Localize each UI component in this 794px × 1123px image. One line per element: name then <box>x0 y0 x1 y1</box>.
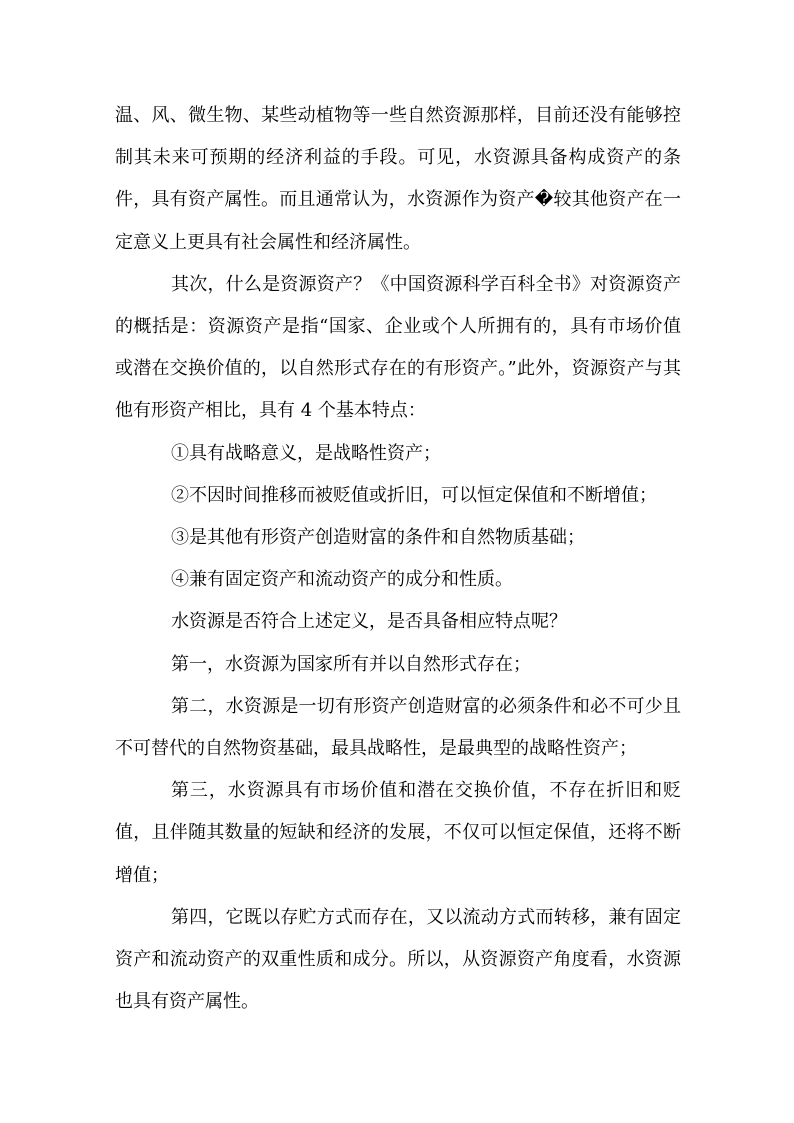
paragraph-1: 温、风、微生物、某些动植物等一些自然资源那样，目前还没有能够控制其未来可预期的经济利益的手段。可见，水资源具备构成资产的条件，具有资产属性。而且通常认为，水资源作为资产�较其他资产在一定意义上更具有社会属性和经济属性。 <box>115 105 681 253</box>
list-item-3: ③是其他有形资产创造财富的条件和自然物质基础； <box>171 527 585 549</box>
document-body <box>115 95 681 1023</box>
paragraph-second: 第二，水资源是一切有形资产创造财富的必须条件和必不可少且不可替代的自然物资基础，最具战略性，是最典型的战略性资产； <box>115 695 681 760</box>
list-item-1: ①具有战略意义，是战略性资产； <box>171 442 441 464</box>
paragraph-third: 第三，水资源具有市场价值和潜在交换价值，不存在折旧和贬值，且伴随其数量的短缺和经济的发展，不仅可以恒定保值，还将不断增值； <box>115 780 681 886</box>
paragraph-fourth: 第四，它既以存贮方式而存在，又以流动方式而转移，兼有固定资产和流动资产的双重性质和成分。所以，从资源资产角度看，水资源也具有资产属性。 <box>115 906 681 1013</box>
paragraph-question: 水资源是否符合上述定义，是否具备相应特点呢？ <box>171 611 567 633</box>
list-item-2: ②不因时间推移而被贬值或折旧，可以恒定保值和不断增值； <box>171 484 657 506</box>
paragraph-first: 第一，水资源为国家所有并以自然形式存在； <box>171 653 531 675</box>
list-item-4: ④兼有固定资产和流动资产的成分和性质。 <box>171 569 513 591</box>
paragraph-2: 其次，什么是资源资产？《中国资源科学百科全书》对资源资产的概括是：资源资产是指“国家、企业或个人所拥有的，具有市场价值或潜在交换价值的，以自然形式存在的有形资产。”此外，资源资产与其他有形资产相比，具有 4 个基本特点： <box>115 273 681 422</box>
